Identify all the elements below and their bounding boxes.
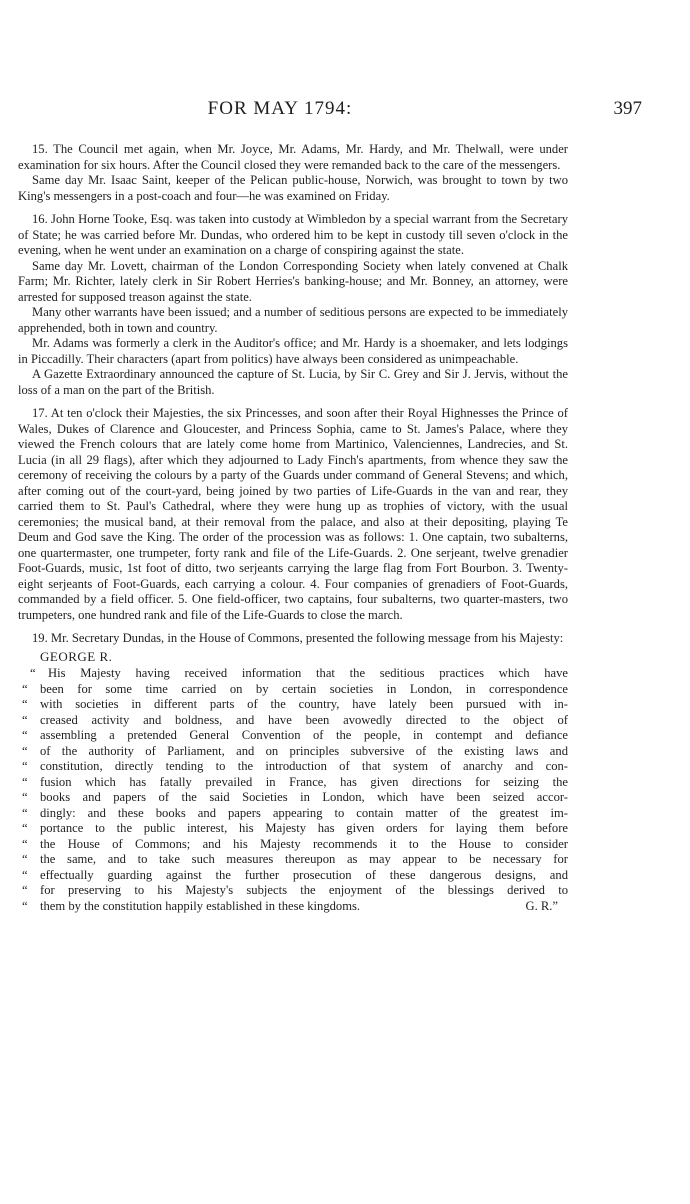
message-salutation: GEORGE R. [40,648,113,664]
quote-mark: “ [22,712,28,727]
quote-mark: “ [22,867,28,882]
running-head: FOR MAY 1794: [207,98,353,119]
message-line: “ assembling a pretended General Convention of the people, in contempt and defiance [22,728,568,742]
message-line: “ His Majesty having received information that the seditious practices which have [18,666,568,682]
message-line: “ books and papers of the said Societies in London, which have been seized accor- [22,790,568,804]
message-line: “ them by the constitution happily established in these kingdoms. G. R.” [22,898,558,913]
message-line: “ the House of Commons; and his Majesty recommends it to the House to consider [22,836,568,851]
paragraph-other-warrants: Many other warrants have been issued; and a number of seditious persons are expected to be immediately apprehended, both in town and country. [18,305,568,335]
quote-mark: “ [22,821,28,835]
royal-message [18,666,568,914]
paragraph-gazette: A Gazette Extraordinary announced the capture of St. Lucia, by Sir C. Grey and Sir J. Jervis, without the loss of a man on the part of the British. [18,367,568,397]
quote-mark: “ [22,774,28,789]
paragraph-may-16: 16. John Horne Tooke, Esq. was taken into custody at Wimbledon by a special warrant from the Secretary of State; he was carried before Mr. Dundas, who ordered him to be kept in custody till seven o'clock in the evening, when he went under an examination on a charge of conspiring against the state. [18,212,568,257]
message-line: “ the same, and to take such measures thereupon as may appear to be necessary for [22,852,568,866]
paragraph-adams-hardy: Mr. Adams was formerly a clerk in the Auditor's office; and Mr. Hardy is a shoemaker, and lets lodgings in Piccadilly. Their characters (apart from politics) have always been considered as unimpeachable. [18,336,568,366]
quote-mark: “ [22,836,28,851]
message-line: “ fusion which has fatally prevailed in France, has given directions for seizing the [22,774,568,789]
quote-mark: “ [22,681,28,696]
quote-mark: “ [22,759,28,773]
message-line: “ constitution, directly tending to the introduction of that system of anarchy and con- [22,759,568,773]
message-signoff: G. R.” [525,898,558,913]
quote-mark: “ [22,898,28,913]
quote-mark: “ [22,743,28,758]
paragraph-lovett-arrest: Same day Mr. Lovett, chairman of the London Corresponding Society when lately convened at Chalk Farm; Mr. Richter, lately clerk in Sir Robert Herries's banking-house; and Mr. Bonney, an attorney, were arrested for supposed treason against the state. [18,258,568,304]
paragraph-may-15: 15. The Council met again, when Mr. Joyce, Mr. Adams, Mr. Hardy, and Mr. Thelwall, were under examination for six hours. After the Council closed they were remanded back to the care of the messengers. [18,142,568,172]
page-number: 397 [613,98,642,119]
message-line: “ effectually guarding against the further prosecution of these dangerous designs, and [22,867,568,882]
message-line: “ creased activity and boldness, and have been avowedly directed to the object of [22,712,568,727]
paragraph-may-17: 17. At ten o'clock their Majesties, the six Princesses, and soon after their Royal Highnesses the Prince of Wales, Dukes of Clarence and Gloucester, and Princess Sophia, came to St. James's Palace, where they viewed the French colours that are lately come home from Martinico, Valenciennes, Landrecies, and St. Lucia (in all 29 flags), after which they adjourned to Lady Finch's apartments, from whence they saw the ceremony of receiving the colours by a party of the Guards under command of General Stevens; and which, after coming out of the court-yard, being joined by two parties of Life-Guards in the van and rear, they carried them to St. Paul's Cathedral, where they were hung up as trophies of victory, with the usual ceremonies; the musical band, at their removal from the palace, and also at their depositing, playing Te Deum and God save the King. The order of the procession was as follows: 1. One captain, two subalterns, one quartermaster, one trumpeter, forty rank and file of the Life-Guards. 2. One serjeant, twelve grenadier Foot-Guards, music, 1st foot of ditto, two serjeants carrying the large flag from Fort Bourbon. 3. Twenty-eight serjeants of Foot-Guards, each carrying a colour. 4. Four companies of grenadiers of Foot-Guards, commanded by a field officer. 5. One field-officer, two captains, four subalterns, two quarter-masters, two trumpeters, one hundred rank and file of the Life-Guards to close the march. [18,406,568,622]
paragraph-may-19: 19. Mr. Secretary Dundas, in the House of Commons, presented the following message from his Majesty: [32,631,564,645]
quote-mark: “ [22,805,28,820]
article-body [18,142,568,914]
quote-mark: “ [22,790,28,804]
message-line: “ of the authority of Parliament, and on principles subversive of the existing laws and [22,743,568,758]
page-header [18,98,642,126]
quote-mark: “ [22,883,28,897]
message-line: “ dingly: and these books and papers appearing to contain matter of the greatest im- [22,805,568,820]
message-line: “ with societies in different parts of the country, have lately been pursued with in- [22,697,568,711]
message-line: “ for preserving to his Majesty's subjects the enjoyment of the blessings derived to [22,883,568,897]
quote-mark: “ [22,728,28,742]
quote-mark: “ [22,697,28,711]
quote-mark: “ [22,852,28,866]
paragraph-isaac-saint: Same day Mr. Isaac Saint, keeper of the Pelican public-house, Norwich, was brought to town by two King's messengers in a post-coach and four—he was examined on Friday. [18,173,568,203]
message-line: “ been for some time carried on by certain societies in London, in correspondence [22,681,568,696]
quote-mark: “ [30,666,36,680]
message-line: “ portance to the public interest, his Majesty has given orders for laying them before [22,821,568,835]
